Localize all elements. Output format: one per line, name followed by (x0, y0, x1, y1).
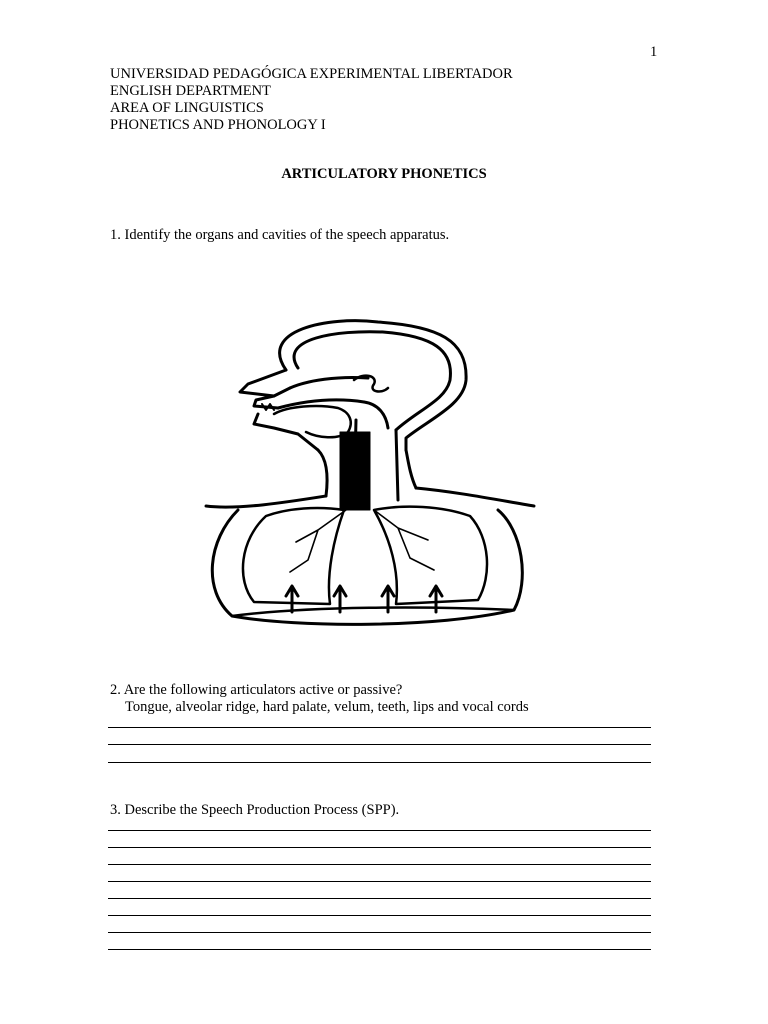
neck-back (406, 450, 416, 488)
diaphragm (232, 608, 514, 616)
header-department: ENGLISH DEPARTMENT (110, 83, 271, 99)
answer-line[interactable] (108, 864, 651, 865)
question-1: 1. Identify the organs and cavities of the speech apparatus. (110, 227, 450, 243)
arrow-1 (286, 586, 298, 612)
nose (240, 370, 290, 396)
answer-line[interactable] (108, 847, 651, 848)
page-number: 1 (650, 44, 658, 60)
bronchi (290, 510, 434, 572)
neck-front (318, 450, 327, 496)
answer-line[interactable] (108, 830, 651, 831)
answer-line[interactable] (108, 744, 651, 745)
tongue (274, 406, 351, 437)
upper-lip (254, 396, 278, 408)
answer-line[interactable] (108, 762, 651, 763)
page-title: ARTICULATORY PHONETICS (281, 166, 487, 182)
shoulder-right (416, 488, 534, 506)
shoulder-left (206, 496, 326, 507)
header-course: PHONETICS AND PHONOLOGY I (110, 117, 326, 133)
answer-line[interactable] (108, 915, 651, 916)
answer-line[interactable] (108, 949, 651, 950)
question-2-articulators: Tongue, alveolar ridge, hard palate, velum, teeth, lips and vocal cords (125, 699, 529, 715)
question-2: 2. Are the following articulators active or passive? (110, 682, 403, 698)
header-area: AREA OF LINGUISTICS (110, 100, 264, 116)
answer-line[interactable] (108, 898, 651, 899)
answer-line[interactable] (108, 932, 651, 933)
header-institution: UNIVERSIDAD PEDAGÓGICA EXPERIMENTAL LIBERTADOR (110, 66, 513, 82)
pharynx-back (396, 430, 398, 500)
velum (364, 402, 388, 428)
teeth (262, 404, 274, 410)
question-3: 3. Describe the Speech Production Process (SPP). (110, 802, 400, 818)
nasal-turbinate (354, 376, 388, 392)
trachea (340, 432, 370, 510)
speech-apparatus-diagram (178, 310, 618, 630)
answer-line[interactable] (108, 881, 651, 882)
answer-line[interactable] (108, 727, 651, 728)
